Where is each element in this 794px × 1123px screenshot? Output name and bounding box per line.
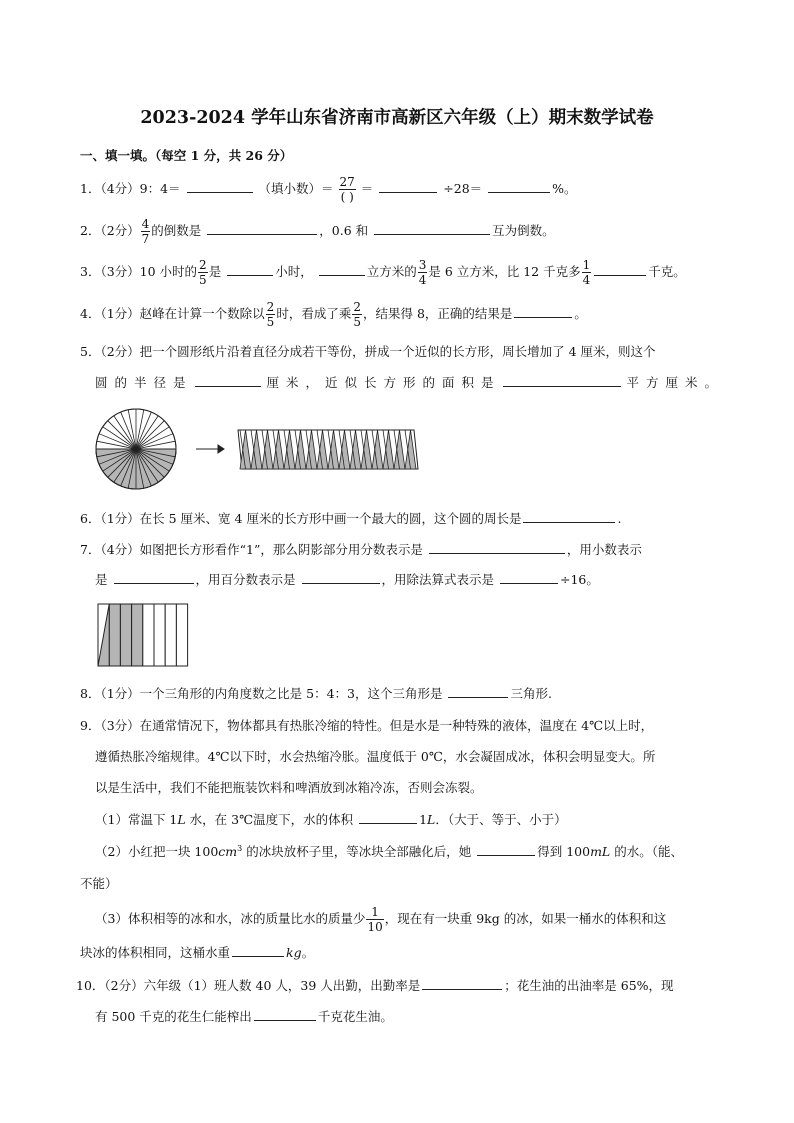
answer-blank[interactable]	[594, 263, 646, 276]
answer-blank[interactable]	[503, 374, 621, 387]
question-8: 8．（1分）一个三角形的内角度数之比是 5：4：3，这个三角形是 三角形.	[80, 686, 552, 701]
answer-blank[interactable]	[488, 180, 550, 193]
question-10-line-2: 有 500 千克的花生仁能榨出 千克花生油。	[95, 1009, 393, 1024]
answer-blank[interactable]	[254, 1008, 316, 1021]
answer-blank[interactable]	[422, 977, 502, 990]
answer-blank[interactable]	[523, 510, 615, 523]
question-7-line-2: 是 ，用百分数表示是 ，用除法算式表示是 ÷16。	[95, 572, 599, 587]
arrow-icon	[196, 445, 224, 453]
grid-column	[143, 604, 154, 666]
answer-blank[interactable]	[448, 685, 508, 698]
rectangle-figure	[238, 430, 418, 469]
fraction: $\frac{27}{( )}$	[339, 175, 355, 204]
question-2: 2．（2分） $\frac{4}{7}$ 的倒数是 ，0.6 和 互为倒数。	[80, 217, 555, 246]
fraction: $\frac{1}{4}$	[582, 258, 591, 287]
grid-column	[176, 604, 187, 666]
question-9-sub-2-cont: 不能）	[80, 876, 118, 891]
answer-blank[interactable]	[207, 222, 317, 235]
circle-figure	[96, 409, 176, 489]
answer-blank[interactable]	[227, 263, 273, 276]
answer-blank[interactable]	[195, 374, 261, 387]
fraction: $\frac{2}{5}$	[266, 300, 275, 329]
answer-blank[interactable]	[187, 180, 253, 193]
question-9: 9．（3分）在通常情况下，物体都具有热胀冷缩的特性。但是水是一种特殊的液体，温度在 4℃以上时，	[80, 718, 654, 733]
question-4: 4．（1分）赵峰在计算一个数除以 $\frac{2}{5}$ 时，看成了乘 $\frac{2}{5}$ ，结果得 8，正确的结果是 。	[80, 300, 587, 329]
fraction: $\frac{2}{5}$	[199, 258, 207, 287]
question-1: 1．（4分）9：4＝ （填小数）＝ $\frac{27}{( )}$ ＝ ÷28＝ %。	[80, 175, 577, 204]
answer-blank[interactable]	[374, 222, 490, 235]
answer-blank[interactable]	[319, 263, 365, 276]
answer-blank[interactable]	[500, 571, 558, 584]
question-9-sub-3: （3）体积相等的冰和水，冰的质量比水的质量少 $\frac{1}{10}$ ，现在有一块重 9kg 的冰，如果一桶水的体积和这	[95, 905, 667, 934]
question-5: 5．（2分）把一个圆形纸片沿着直径分成若干等份，拼成一个近似的长方形，周长增加了 4 厘米，则这个	[80, 344, 656, 359]
question-9-sub-1: （1）常温下 1L 水，在 3℃温度下，水的体积 1L．（大于、等于、小于）	[95, 812, 567, 827]
question-9-sub-3-cont: 块冰的体积相同，这桶水重 kg。	[80, 945, 315, 960]
rectangle-shaded-figure	[96, 602, 192, 668]
question-6: 6．（1分）在长 5 厘米、宽 4 厘米的长方形中画一个最大的圆，这个圆的周长是 .	[80, 511, 622, 526]
question-7: 7．（4分）如图把长方形看作“1”，那么阴影部分用分数表示是 ，用小数表示	[80, 542, 642, 557]
circle-to-rectangle-figure	[92, 405, 422, 493]
grid-column	[165, 604, 176, 666]
answer-blank[interactable]	[232, 944, 284, 957]
question-9-line-3: 以是生活中，我们不能把瓶装饮料和啤酒放到冰箱冷冻，否则会冻裂。	[95, 780, 483, 795]
question-10: 10．（2分）六年级（1）班人数 40 人，39 人出勤，出勤率是 ；花生油的出油率是 65%，现	[76, 978, 674, 993]
question-9-sub-2: （2）小红把一块 $100cm^3$ 的冰块放杯子里，等冰块全部融化后，她 得到 100mL 的水。（能、	[95, 843, 683, 859]
fraction: $\frac{3}{4}$	[418, 258, 427, 287]
grid-column	[120, 604, 131, 666]
grid-column	[109, 604, 120, 666]
section-heading: 一、填一填。（每空 1 分，共 26 分）	[80, 148, 293, 163]
question-3: 3．（3分）10 小时的 $\frac{2}{5}$ 是 小时， 立方米的 $\frac{3}{4}$ 是 6 立方米，比 12 千克多 $\frac{1}{4}$ 千克。	[80, 258, 686, 287]
question-5-line-2: 圆的半径是 厘米，近似长方形的面积是 平方厘米。	[95, 375, 725, 390]
answer-blank[interactable]	[302, 571, 380, 584]
answer-blank[interactable]	[477, 843, 535, 856]
answer-blank[interactable]	[429, 541, 565, 554]
fraction: $\frac{2}{5}$	[353, 300, 361, 329]
grid-column	[132, 604, 143, 666]
answer-blank[interactable]	[114, 571, 194, 584]
answer-blank[interactable]	[359, 811, 417, 824]
answer-blank[interactable]	[514, 305, 572, 318]
grid-column	[154, 604, 165, 666]
page-title: 2023-2024 学年山东省济南市高新区六年级（上）期末数学试卷	[140, 108, 654, 128]
fraction: $\frac{1}{10}$	[367, 905, 383, 934]
fraction: $\frac{4}{7}$	[141, 217, 150, 246]
answer-blank[interactable]	[379, 180, 437, 193]
question-9-line-2: 遵循热胀冷缩规律。4℃以下时，水会热缩冷胀。温度低于 0℃，水会凝固成冰，体积会明显变大。所	[95, 749, 656, 764]
